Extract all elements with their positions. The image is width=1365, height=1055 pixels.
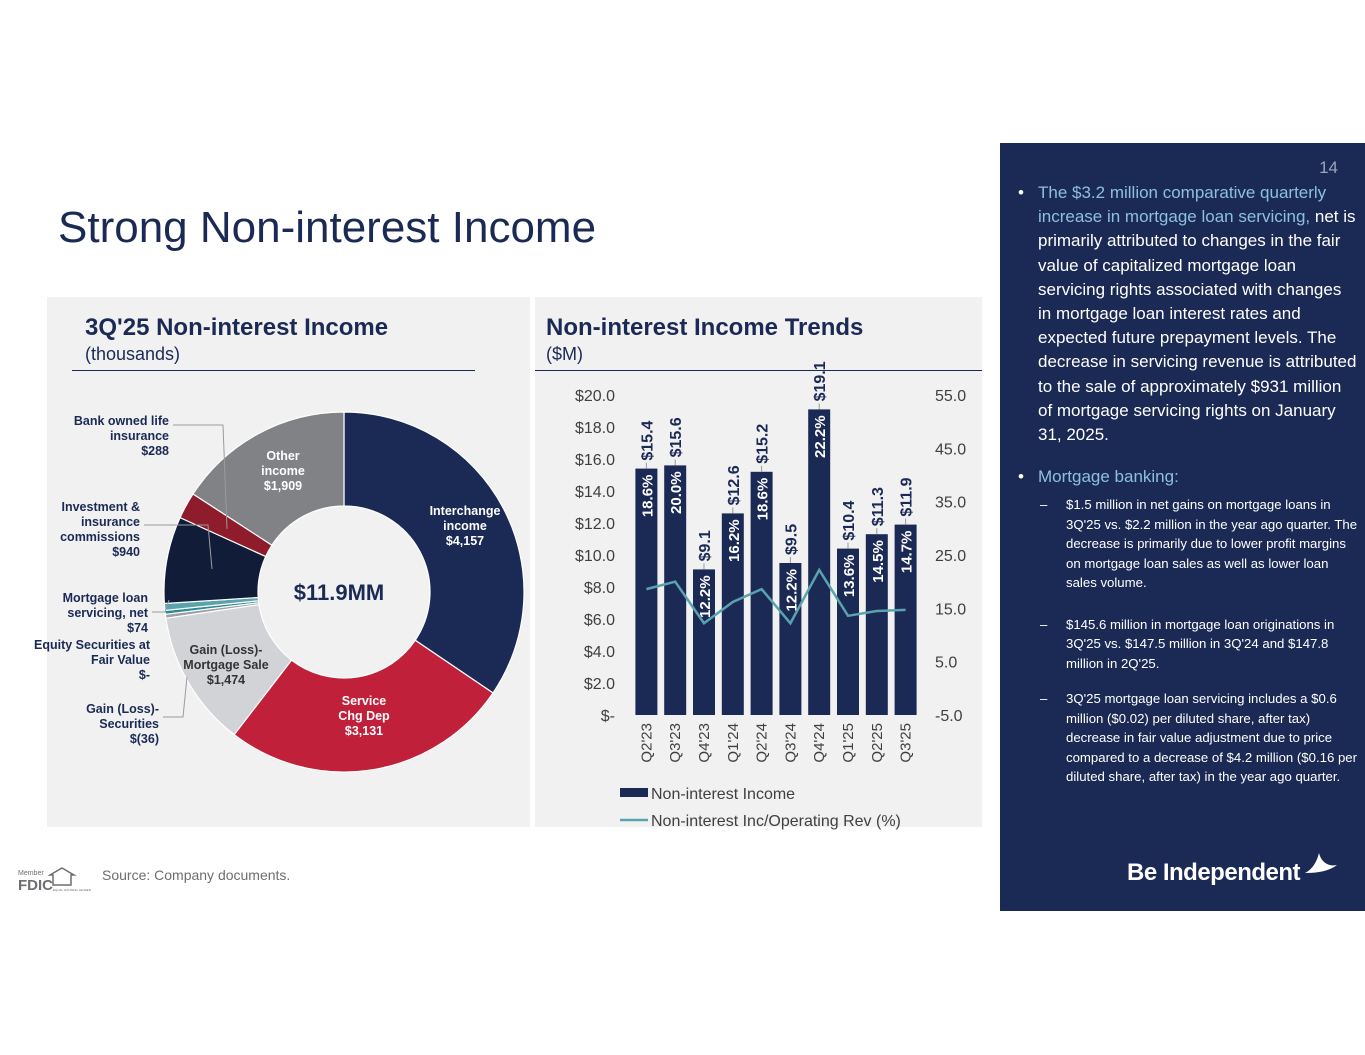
bar-value-label: $12.6	[725, 465, 743, 506]
y2-tick-label: 55.0	[935, 388, 967, 405]
bird-icon	[1303, 851, 1339, 877]
donut-slice-label: Interchange income $4,157	[429, 504, 501, 548]
logo-text: Be Independent	[1127, 859, 1301, 886]
y-tick-label: $18.0	[574, 420, 615, 437]
source-note: Source: Company documents.	[102, 867, 291, 883]
x-tick-label: Q3'24	[782, 723, 800, 763]
legend-label: Non-interest Income	[651, 786, 796, 803]
donut-callout-label: Gain (Loss)-Securities $(36)	[86, 702, 159, 746]
x-tick-label: Q2'25	[868, 723, 886, 763]
y2-tick-label: 25.0	[935, 548, 967, 565]
page-number: 14	[1319, 158, 1338, 177]
percent-label: 22.2%	[812, 415, 830, 458]
sub-bullet: – 3Q'25 mortgage loan servicing includes a $0.6 million ($0.02) per diluted share, after tax) decrease in fair value adjustment due to price compared to a decrease of $4.2 million ($0.16 per diluted share, after tax) in the year ago quarter.	[1018, 689, 1358, 787]
bar-value-label: $11.3	[869, 487, 887, 527]
sub-bullet: – $145.6 million in mortgage loan originations in 3Q'25 vs. $147.5 million in 3Q'24 and $147.8 million in 2Q'25.	[1018, 615, 1358, 674]
fdic-member-text: Member	[18, 870, 44, 877]
donut-callout-label: Mortgage loan servicing, net $74	[62, 591, 148, 635]
bar-value-label: $10.4	[841, 500, 858, 541]
bullet-highlight: The $3.2 million comparative quarterly increase in mortgage loan servicing,	[1038, 183, 1327, 227]
donut-center-label: $11.9MM	[293, 580, 385, 605]
donut-slice	[344, 412, 524, 693]
y-tick-label: $-	[600, 708, 615, 725]
x-tick-label: Q3'25	[897, 723, 915, 763]
y-tick-label: $12.0	[574, 516, 615, 533]
trend-chart	[535, 297, 982, 830]
percent-label: 12.2%	[783, 569, 801, 612]
y-tick-label: $10.0	[574, 548, 615, 565]
percent-label: 16.2%	[725, 519, 743, 562]
y-tick-label: $8.0	[583, 580, 615, 597]
donut-slice-label: Gain (Loss)-Mortgage Sale $1,474	[183, 643, 269, 687]
y-tick-label: $4.0	[583, 644, 615, 661]
fdic-text: FDIC	[18, 877, 53, 894]
percent-label: 13.6%	[841, 554, 858, 598]
donut-slice-label: Other income $1,909	[261, 449, 305, 493]
donut-callout-label: Investment & insurance commissions $940	[60, 500, 140, 559]
trend-chart-title: Non-interest Income Trends	[546, 314, 864, 341]
y2-tick-label: 15.0	[935, 601, 967, 619]
bar-value-label: $19.1	[812, 361, 830, 402]
x-tick-label: Q1'25	[840, 723, 857, 763]
trend-chart-subtitle: ($M)	[546, 344, 583, 364]
sub-bullet-list	[1018, 495, 1358, 787]
page-title: Strong Non-interest Income	[58, 203, 597, 252]
fdic-logo	[18, 866, 91, 894]
equal-housing-text: EQUAL HOUSING LENDER	[53, 888, 91, 892]
callout-leader-line	[163, 677, 187, 717]
percent-label: 20.0%	[668, 471, 686, 514]
donut-callout-label: Equity Securities at Fair Value $-	[33, 638, 150, 682]
donut-title: 3Q'25 Non-interest Income	[85, 314, 389, 341]
percent-label: 18.6%	[639, 474, 657, 518]
commentary-sidebar	[1000, 143, 1365, 911]
x-tick-label: Q4'24	[811, 723, 829, 763]
y2-tick-label: -5.0	[935, 708, 963, 725]
legend-label: Non-interest Inc/Operating Rev (%)	[651, 813, 901, 830]
percent-label: 12.2%	[697, 575, 714, 618]
y-tick-label: $2.0	[583, 676, 615, 693]
y-tick-label: $14.0	[574, 484, 615, 501]
percent-label: 14.5%	[869, 540, 887, 583]
bar-value-label: $15.6	[668, 417, 686, 458]
donut-subtitle: (thousands)	[85, 344, 181, 364]
y2-tick-label: 5.0	[935, 654, 958, 672]
donut-slice-label: Service Chg Dep $3,131	[338, 694, 390, 738]
bullet-text: net is primarily attributed to changes in the fair value of capitalized mortgage loan servicing rights associated with changes in mortgage loan interest rates and expected future prepayment levels. The decrease in servicing revenue is attributed to the sale of approximately $931 million of mortgage servicing rights on January 31, 2025.	[1038, 207, 1357, 445]
bullet-list	[1018, 181, 1358, 809]
sub-bullet: – $1.5 million in net gains on mortgage loans in 3Q'25 vs. $2.2 million in the year ago quarter. The decrease is primarily due to lower profit margins on mortgage loan sales as well as lower loan sales volume.	[1018, 495, 1358, 593]
noninterest-income-trends-panel	[535, 297, 982, 830]
y-tick-label: $20.0	[574, 388, 615, 405]
x-tick-label: Q1'24	[724, 723, 742, 763]
bar-value-label: $11.9	[898, 477, 916, 517]
equal-housing-icon	[50, 868, 74, 885]
bar-value-label: $9.5	[783, 523, 801, 555]
donut-chart	[33, 297, 530, 827]
x-tick-label: Q2'23	[638, 723, 656, 763]
bar-value-label: $15.4	[639, 420, 657, 461]
x-tick-label: Q2'24	[753, 723, 771, 763]
bullet-heading: Mortgage banking:	[1038, 467, 1179, 487]
percent-label: 18.6%	[754, 477, 772, 521]
donut-callout-label: Bank owned life insurance $288	[73, 414, 169, 458]
percent-label: 14.7%	[898, 530, 916, 574]
x-tick-label: Q4'23	[696, 723, 713, 763]
y-tick-label: $16.0	[574, 452, 615, 469]
y2-tick-label: 35.0	[935, 494, 967, 512]
noninterest-income-breakdown-panel	[33, 297, 530, 827]
bar-value-label: $15.2	[754, 423, 772, 464]
bullet-servicing	[1018, 181, 1358, 447]
x-tick-label: Q3'23	[667, 723, 685, 763]
logo	[1127, 859, 1300, 887]
bar-value-label: $9.1	[697, 530, 714, 562]
y2-tick-label: 45.0	[935, 441, 967, 459]
legend-swatch-bar	[620, 788, 648, 797]
bullet-mortgage-banking	[1018, 465, 1358, 489]
y-tick-label: $6.0	[583, 612, 615, 629]
